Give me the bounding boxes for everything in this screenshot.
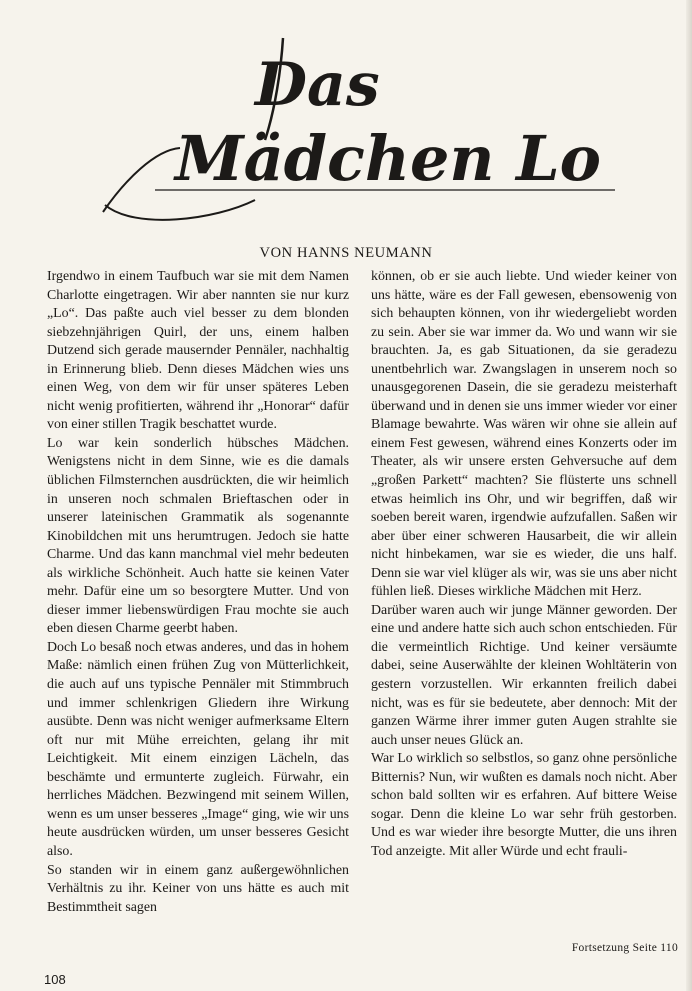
paragraph: Doch Lo besaß noch etwas anderes, und das in hohem Maße: nämlich einen frühen Zug von Mütterlichkeit, die auch auf uns typische Pennäler mit Stimmbruch und immer schlenkrigen Gliedern ihre Wirkung ausübte. Denn was nicht weniger aufmerksame Eltern oft nur mit Mühe erreichten, gelang ihr mit Leichtigkeit. Mit einem einzigen Lächeln, das beschämte und ermunterte zugleich. Fürwahr, ein herrliches Mädchen. Bezwingend mit seinem Willen, wenn es um unser besseres „Image“ ging, wie wir uns heute ausdrücken würden, um unser besseres Gesicht also. — [47, 639, 349, 859]
paragraph: können, ob er sie auch liebte. Und wieder keiner von uns hätte, wäre es der Fall gewesen, ebensowenig von sich behaupten können, von ihr wiedergeliebt worden zu sein. Aber sie war immer da. Wo und wann wir sie brauchten. Ja, es gab Situationen, da sie geradezu unentbehrlich war. Zwangslagen in unserem noch so unausgegorenen Dasein, die sie geradezu meisterhaft überwand und in denen sie uns immer wieder vor einer Blamage bewahrte. Was wären wir ohne sie allein auf einem Fest gewesen, während eines Konzerts oder im Theater, als wir unsere ersten Gehversuche auf dem „großen Parkett“ machten? Sie flüsterte uns schnell etwas heimlich ins Ohr, und wir begriffen, daß wir soeben bereit waren, irgendwie aufzufallen. Saßen wir aber über einer schweren Hausarbeit, die wir allein nicht hinbekamen, war sie es wieder, die uns half. Denn sie war viel klüger als wir, was sie uns aber nicht fühlen ließ. Dieses wirkliche Mädchen mit Herz. — [371, 269, 677, 600]
paragraph: So standen wir in einem ganz außergewöhnlichen Verhältnis zu ihr. Keiner von uns hätte es auch mit Bestimmtheit sagen — [47, 862, 349, 915]
text-column-right — [371, 268, 677, 862]
article-title-art — [95, 30, 635, 230]
title-swash-left — [103, 148, 180, 212]
paragraph: Darüber waren auch wir junge Männer geworden. Der eine und andere hatte sich auch schon entschieden. Für die vermeintlich Richtige. Und keiner versäumte dabei, seine Auserwählte der kleinen Wohltäterin von gestern vorzustellen. Wir erkannten freilich dabei nicht, was es für sie bedeutete, aber dennoch: Mit der ganzen Wärme ihrer immer guten Augen strahlte sie auch unser neues Glück an. — [371, 602, 677, 748]
byline: VON HANNS NEUMANN — [259, 245, 433, 261]
paragraph: War Lo wirklich so selbstlos, so ganz ohne persönliche Bitternis? Nun, wir wußten es damals noch nicht. Aber schon bald sollten wir es erfahren. Auf bittere Weise sogar. Denn die kleine Lo war sehr früh gestorben. Und es war wieder ihre besorgte Mutter, die uns ihren Tod anzeigte. Mit aller Würde und echt frauli- — [371, 751, 677, 859]
continued-note: Fortsetzung Seite 110 — [571, 942, 678, 954]
paragraph: Lo war kein sonderlich hübsches Mädchen. Wenigstens nicht in dem Sinne, wie es die damals üblichen Filmsternchen ausdrückten, die wir heimlich in unseren noch schmalen Brieftaschen oder in unserer lateinischen Grammatik als sogenannte Kinobildchen mit uns herumtrugen. Jedoch sie hatte Charme. Und das kann manchmal viel mehr bedeuten als wirkliche Schönheit. Auch hatte sie keinen Vater mehr. Dafür eine um so besorgtere Mutter. Und von dieser immer liebenswürdigen Frau mochte sie auch eben diesen Charme geerbt haben. — [47, 435, 349, 637]
page-number: 108 — [44, 972, 66, 987]
paragraph: Irgendwo in einem Taufbuch war sie mit dem Namen Charlotte eingetragen. Wir aber nannten sie nur kurz „Lo“. Das paßte auch viel besser zu dem blonden siebzehnjährigen Quirl, der uns, einem halben Dutzend sich gerade mausernder Pennäler, nachhaltig in Erinnerung blieb. Denn dieses Mädchen wies uns einen Weg, von dem wir für unser späteres Leben nicht wenig profitierten, während ihr „Honorar“ dafür von einer stillen Tragik beschattet wurde. — [47, 269, 349, 433]
title-lettering — [95, 30, 635, 230]
title-swash-bottom — [105, 200, 255, 220]
page-edge-shadow — [686, 0, 692, 991]
title-line-1: Das — [255, 50, 380, 120]
title-line-2: Mädchen Lo — [175, 122, 602, 195]
text-column-left — [47, 268, 349, 917]
